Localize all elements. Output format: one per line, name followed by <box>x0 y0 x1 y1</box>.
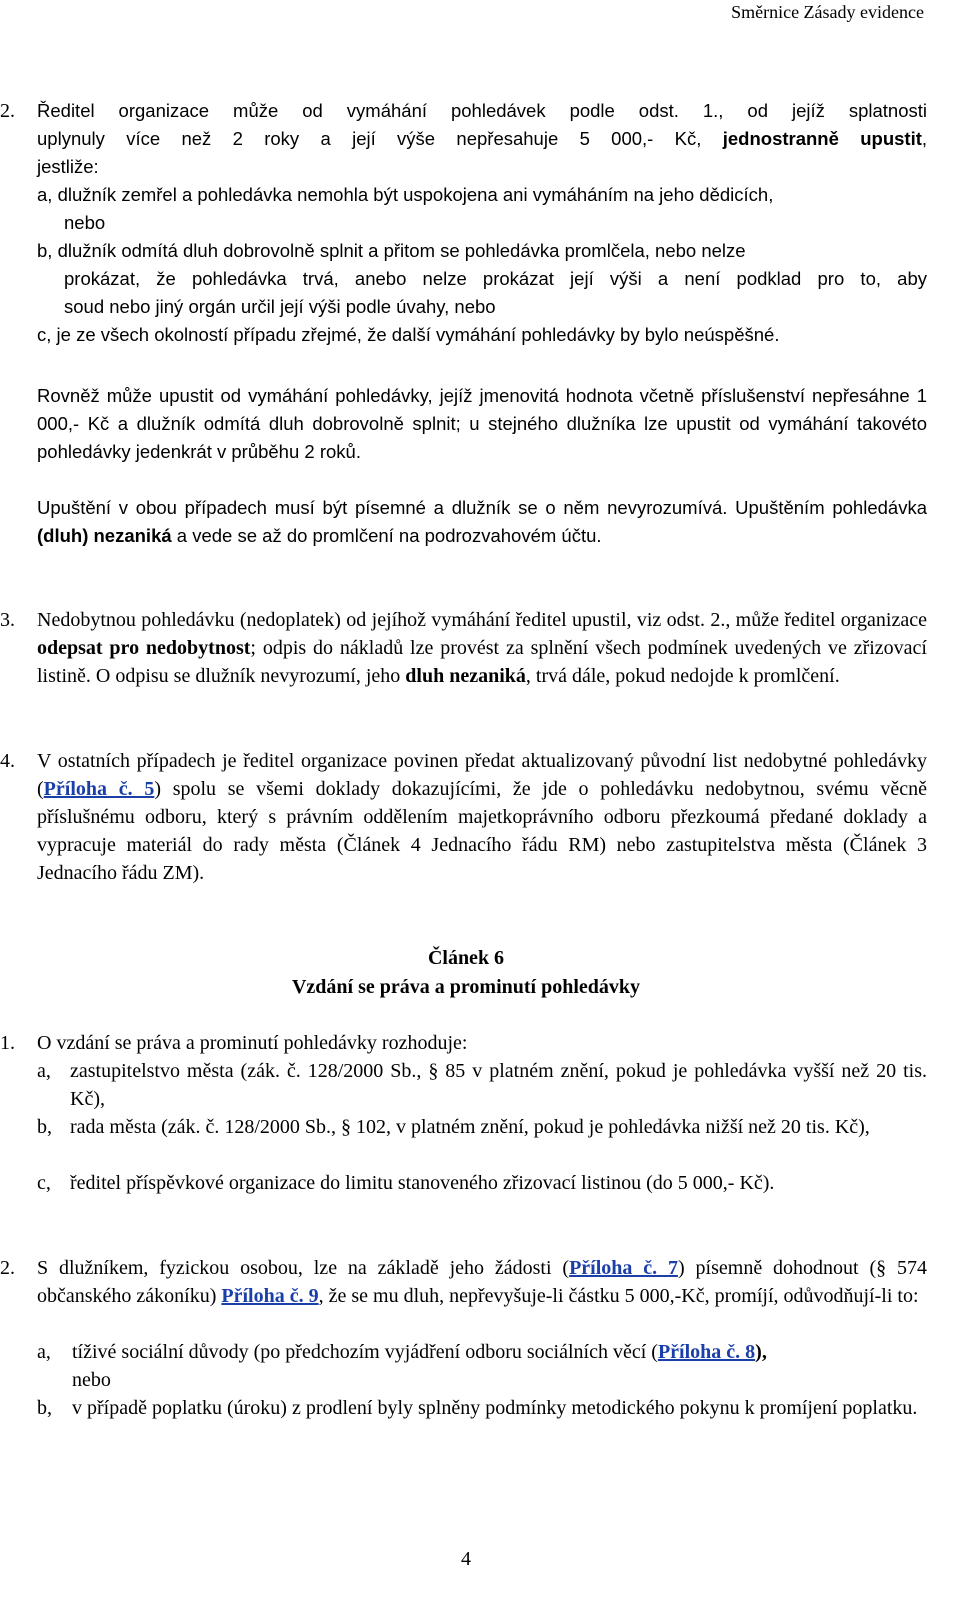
list-label: b, <box>37 1116 52 1138</box>
attachment-link-9[interactable]: Příloha č. 9 <box>221 1285 319 1307</box>
list-item-b: b, dlužník odmítá dluh dobrovolně splnit a přitom se pohledávka promlčela, nebo nelze <box>37 240 746 261</box>
paragraph-upusteni: Upuštění v obou případech musí být písemné a dlužník se o něm nevyrozumívá. Upuštěním pohledávka (dluh) nezaniká a vede se až do promlčení na podrozvahovém účtu. <box>37 497 927 546</box>
section-number: 2. <box>0 100 15 122</box>
text-line: jestliže: <box>37 156 99 177</box>
attachment-link-8[interactable]: Příloha č. 8 <box>657 1341 756 1363</box>
section-number: 1. <box>0 1032 15 1054</box>
section-number: 3. <box>0 609 15 631</box>
page-number: 4 <box>461 1548 471 1570</box>
list-label: a, <box>37 1341 51 1363</box>
list-label: b, <box>37 1397 52 1419</box>
article-subtitle: Vzdání se práva a prominutí pohledávky <box>291 976 641 998</box>
section-2-paragraph <box>37 97 927 349</box>
list-item-c: c, je ze všech okolností případu zřejmé, že další vymáhání pohledávky by bylo neúspěšné. <box>37 324 780 345</box>
list-item-socialni-duvody: tíživé sociální důvody (po předchozím vyjádření odboru sociálních věcí (Příloha č. 8), nebo <box>72 1341 767 1391</box>
section-number: 4. <box>0 750 15 772</box>
text-line: Ředitel organizace může od vymáhání pohledávek podle odst. 1., od jejíž splatnosti <box>37 100 927 121</box>
list-item-reditel: ředitel příspěvkové organizace do limitu stanoveného zřizovací listinou (do 5 000,- Kč). <box>70 1172 775 1194</box>
list-item-a-cont: nebo <box>64 212 106 233</box>
section-3-paragraph: Nedobytnou pohledávku (nedoplatek) od jejíhož vymáhání ředitel upustil, viz odst. 2., může ředitel organizace odepsat pro nedobytnost; odpis do nákladů lze provést za splnění všech podmínek uvedených ve zřizovací listině. O odpisu se dlužník nevyrozumí, jeho dluh nezaniká, trvá dále, pokud nedojde k promlčení. <box>37 609 927 687</box>
section-number: 2. <box>0 1257 15 1279</box>
list-item-zastupitelstvo: zastupitelstvo města (zák. č. 128/2000 Sb., § 85 v platném znění, pokud je pohledávka vyšší než 20 tis. Kč), <box>70 1060 927 1110</box>
list-item-poplatek: v případě poplatku (úroku) z prodlení byly splněny podmínky metodického pokynu k promíjení poplatku. <box>72 1397 918 1419</box>
paragraph-rovnez: Rovněž může upustit od vymáhání pohledávky, jejíž jmenovitá hodnota včetně příslušenství nepřesáhne 1 000,- Kč a dlužník odmítá dluh dobrovolně splnit; u stejného dlužníka lze upustit od vymáhání takovéto pohledávky jedenkrát v průběhu 2 roků. <box>37 385 927 462</box>
section-4-paragraph: V ostatních případech je ředitel organizace povinen předat aktualizovaný původní list nedobytné pohledávky (Příloha č. 5) spolu se všemi doklady dokazujícími, že jde o pohledávku nedobytnou, svému věcně příslušnému odboru, který s právním oddělením majetkoprávního odboru přezkoumá předané doklady a vypracuje materiál do rady města (Článek 4 Jednacího řádu RM) nebo zastupitelstva města (Článek 3 Jednacího řádu ZM). <box>37 750 928 884</box>
text-line: uplynuly více než 2 roky a její výše nepřesahuje 5 000,- Kč, jednostranně upustit, <box>37 128 928 149</box>
list-item-b-cont: prokázat, že pohledávka trvá, anebo nelze prokázat její výši a není podklad pro to, aby <box>64 268 927 289</box>
list-item-rada: rada města (zák. č. 128/2000 Sb., § 102, v platném znění, pokud je pohledávka nižší než 20 tis. Kč), <box>70 1116 870 1138</box>
article-title: Článek 6 <box>427 947 505 969</box>
article-6-section-1-intro: O vzdání se práva a prominutí pohledávky rozhoduje: <box>37 1032 468 1054</box>
running-header: Směrnice Zásady evidence <box>731 2 924 22</box>
list-item-b-cont: soud nebo jiný orgán určil její výši podle úvahy, nebo <box>64 296 496 317</box>
attachment-link-5[interactable]: Příloha č. 5 <box>43 778 155 800</box>
list-item-a: a, dlužník zemřel a pohledávka nemohla být uspokojena ani vymáháním na jeho dědicích, <box>37 184 774 205</box>
list-label: c, <box>37 1172 51 1194</box>
attachment-link-7[interactable]: Příloha č. 7 <box>569 1257 679 1279</box>
list-label: a, <box>37 1060 51 1082</box>
article-6-section-2-paragraph: S dlužníkem, fyzickou osobou, lze na základě jeho žádosti (Příloha č. 7) písemně dohodnout (§ 574 občanského zákoníku) Příloha č. 9, že se mu dluh, nepřevyšuje-li částku 5 000,-Kč, promíjí, odůvodňují-li to: <box>37 1257 927 1307</box>
